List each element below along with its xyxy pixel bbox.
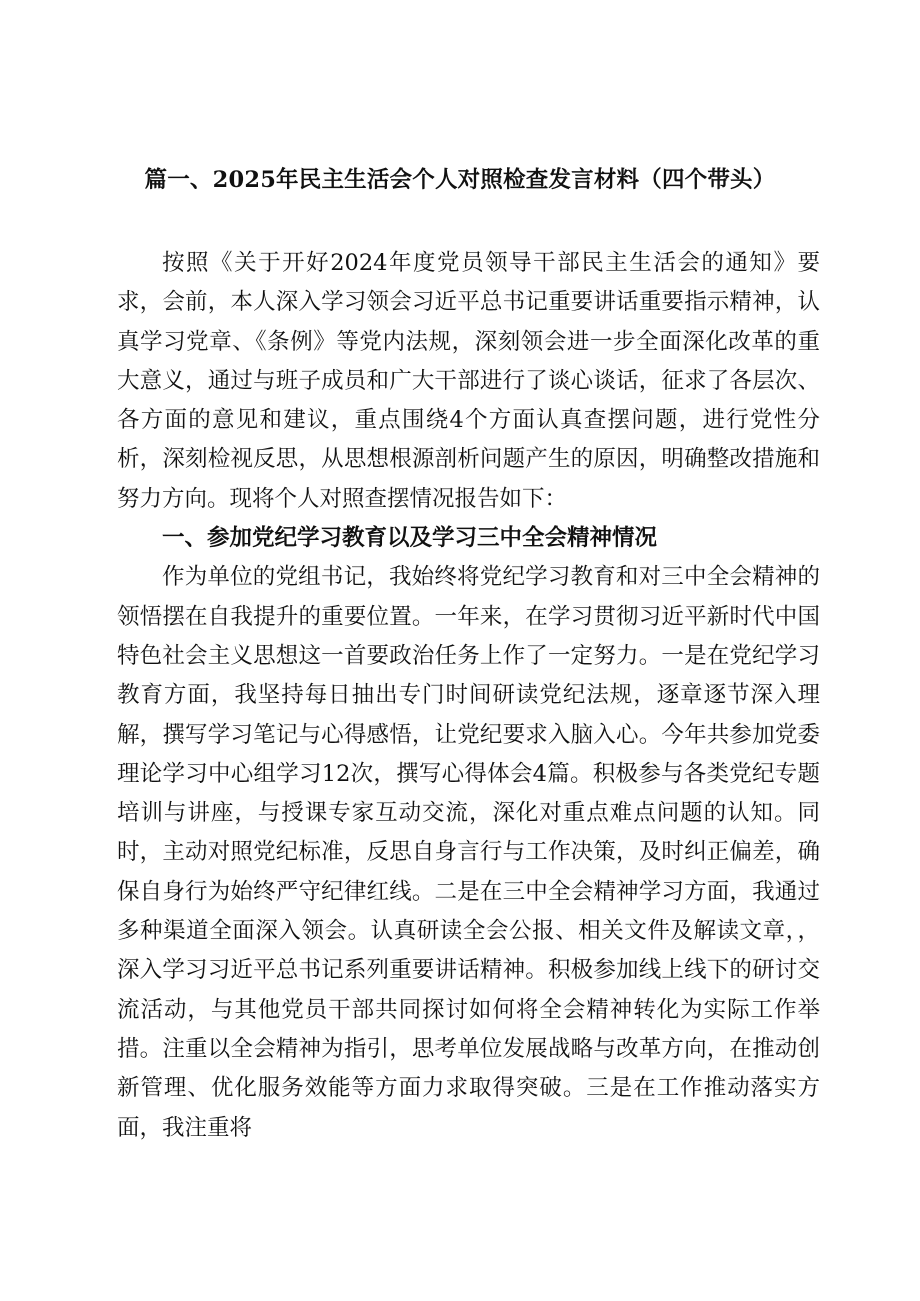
document-body xyxy=(117,244,820,1148)
document-title: 篇一、2025年民主生活会个人对照检查发言材料（四个带头） xyxy=(144,167,776,193)
section-paragraph: 作为单位的党组书记，我始终将党纪学习教育和对三中全会精神的领悟摆在自我提升的重要位置。一年来，在学习贯彻习近平新时代中国特色社会主义思想这一首要政治任务上作了一定努力。一是在党纪学习教育方面，我坚持每日抽出专门时间研读党纪法规，逐章逐节深入理解，撰写学习笔记与心得感悟，让党纪要求入脑入心。今年共参加党委理论学习中心组学习12次，撰写心得体会4篇。积极参与各类党纪专题培训与讲座，与授课专家互动交流，深化对重点难点问题的认知。同时，主动对照党纪标准，反思自身言行与工作决策，及时纠正偏差，确保自身行为始终严守纪律红线。二是在三中全会精神学习方面，我通过多种渠道全面深入领会。认真研读全会公报、相关文件及解读文章，，深入学习习近平总书记系列重要讲话精神。积极参加线上线下的研讨交流活动，与其他党员干部共同探讨如何将全会精神转化为实际工作举措。注重以全会精神为指引，思考单位发展战略与改革方向，在推动创新管理、优化服务效能等方面力求取得突破。三是在工作推动落实方面，我注重将 xyxy=(117,564,820,1141)
section-heading: 一、参加党纪学习教育以及学习三中全会精神情况 xyxy=(162,525,658,552)
intro-paragraph: 按照《关于开好2024年度党员领导干部民主生活会的通知》要求，会前，本人深入学习领会习近平总书记重要讲话重要指示精神，认真学习党章、《条例》等党内法规，深刻领会进一步全面深化改革的重大意义，通过与班子成员和广大干部进行了谈心谈话，征求了各层次、各方面的意见和建议，重点围绕4个方面认真查摆问题，进行党性分析，深刻检视反思，从思想根源剖析问题产生的原因，明确整改措施和努力方向。现将个人对照查摆情况报告如下： xyxy=(117,250,820,512)
